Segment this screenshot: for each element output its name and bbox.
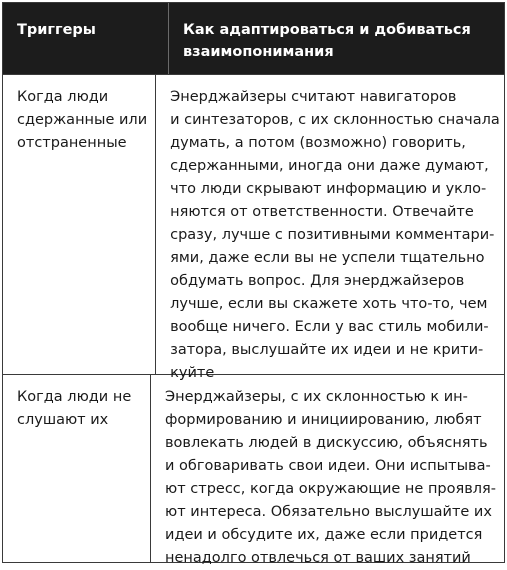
advice-line: вовлекать людей в дискуссию, объяснять: [165, 435, 488, 451]
advice-line: идеи и обсудите их, даже если придется: [165, 527, 483, 543]
advice-line: обдумать вопрос. Для энерджайзеров: [170, 273, 465, 289]
advice-line: сразу, лучше с позитивными комментари-: [170, 227, 495, 243]
advice-cell: [156, 75, 507, 381]
advice-line: ненадолго отвлечься от ваших занятий: [165, 550, 471, 566]
advice-line: думать, а потом (возможно) говорить,: [170, 135, 466, 151]
advice-line: и синтезаторов, с их склонностью сначала: [170, 112, 500, 128]
trigger-cell: [3, 75, 156, 374]
header-adaptation-line: Как адаптироваться и добиваться: [183, 22, 471, 38]
trigger-line: Когда люди не: [17, 389, 132, 405]
advice-line: няются от ответственности. Отвечайте: [170, 204, 474, 220]
advice-line: Энерджайзеры, с их склонностью к ин-: [165, 389, 468, 405]
trigger-line: отстраненные: [17, 135, 127, 151]
advice-line: сдержанными, иногда они даже думают,: [170, 158, 489, 174]
advice-line: лучше, если вы скажете хоть что-то, чем: [170, 296, 488, 312]
trigger-line: Когда люди: [17, 89, 109, 105]
advice-line: ют интереса. Обязательно выслушайте их: [165, 504, 492, 520]
trigger-line: слушают их: [17, 412, 109, 428]
table-row: [3, 74, 504, 381]
advice-line: куйте: [170, 365, 215, 381]
advice-line: что люди скрывают информацию и укло-: [170, 181, 487, 197]
advice-line: Энерджайзеры считают навигаторов: [170, 89, 457, 105]
advice-line: ями, даже если вы не успели тщательно: [170, 250, 485, 266]
header-adaptation-line: взаимопонимания: [183, 44, 334, 60]
advice-line: формированию и инициированию, любят: [165, 412, 482, 428]
advice-line: и обговаривать свои идеи. Они испытыва-: [165, 458, 491, 474]
advice-line: затора, выслушайте их идеи и не крити-: [170, 342, 484, 358]
comparison-table: [2, 2, 505, 566]
table-row: [3, 374, 504, 566]
trigger-line: сдержанные или: [17, 112, 148, 128]
header-triggers: [3, 3, 169, 74]
advice-cell: [151, 375, 504, 566]
advice-line: ют стресс, когда окружающие не проявля-: [165, 481, 496, 497]
advice-line: вообще ничего. Если у вас стиль мобили-: [170, 319, 489, 335]
table-header-row: [3, 3, 504, 74]
trigger-cell: [3, 375, 151, 562]
header-adaptation: [169, 3, 504, 74]
header-triggers-label: Триггеры: [17, 22, 96, 38]
